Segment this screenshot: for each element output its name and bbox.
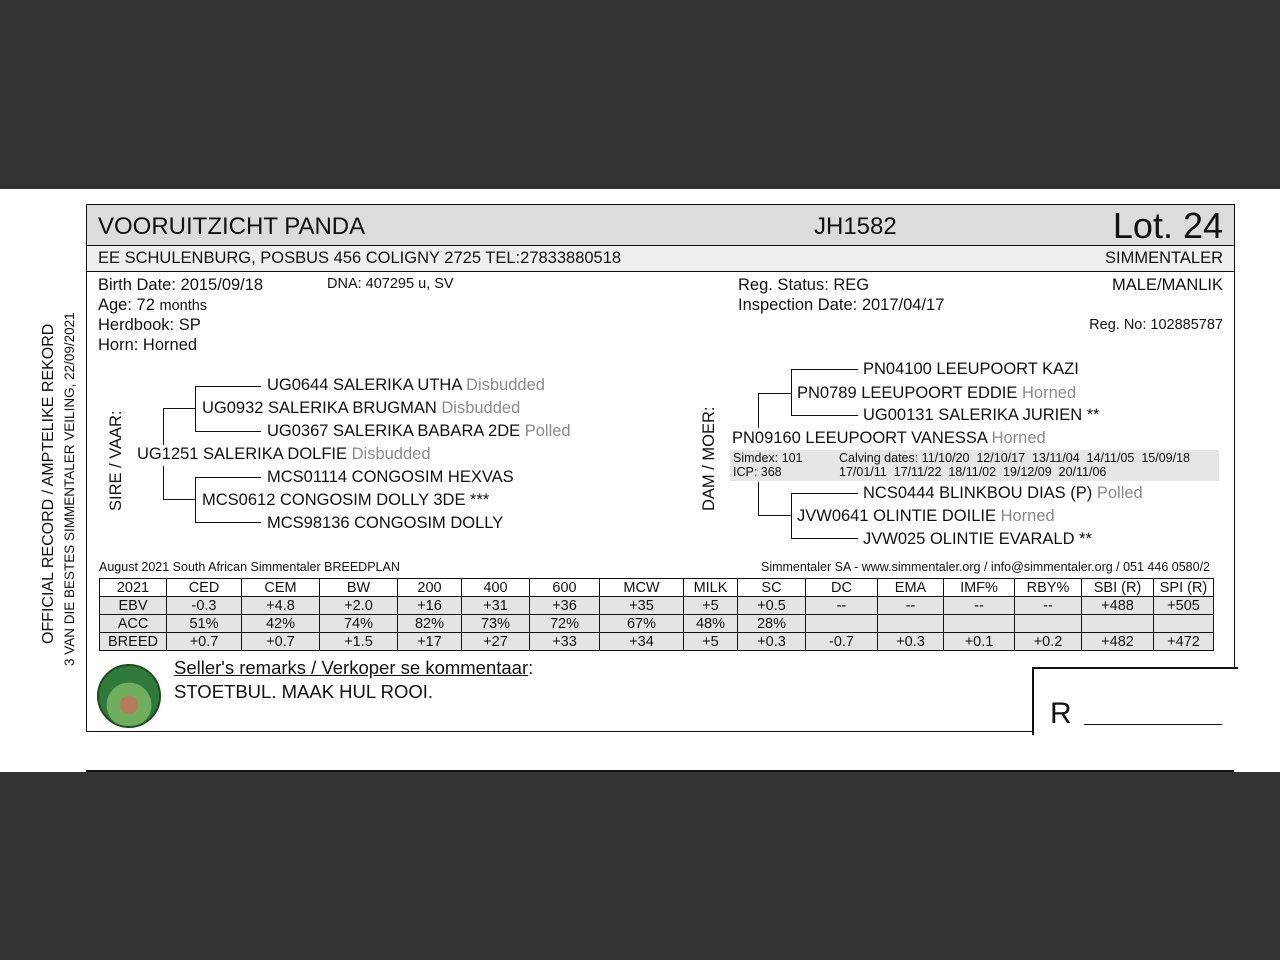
dam-connector <box>758 482 759 516</box>
bottom-rule <box>86 770 1234 772</box>
dam-gg4: JVW025 OLINTIE EVARALD ** <box>863 530 1092 548</box>
ebv-row-label: EBV <box>100 597 167 615</box>
ebv-cell: 28% <box>738 615 806 633</box>
ebv-cell: 67% <box>600 615 684 633</box>
dam-g2: JVW0641 OLINTIE DOILIE Horned <box>797 507 1055 525</box>
ebv-cell: +472 <box>1154 633 1214 651</box>
age <box>98 296 207 315</box>
sire-g2: MCS0612 CONGOSIM DOLLY 3DE *** <box>202 491 490 509</box>
sire-connector <box>195 477 196 523</box>
animal-name: VOORUITZICHT PANDA <box>98 213 366 240</box>
price-input[interactable] <box>1084 723 1222 725</box>
ebv-cell: BW <box>320 579 398 597</box>
ebv-cell: +0.3 <box>878 633 944 651</box>
ebv-cell: +27 <box>462 633 530 651</box>
sire-connector <box>195 477 261 478</box>
dam-connector <box>758 393 791 394</box>
birth-date: Birth Date: 2015/09/18 <box>98 276 264 294</box>
ebv-cell: 400 <box>462 579 530 597</box>
dam-connector <box>791 369 792 415</box>
ebv-cell: 73% <box>462 615 530 633</box>
calving-box <box>730 450 1219 481</box>
ebv-cell <box>1082 615 1154 633</box>
reg-status: Reg. Status: REG <box>738 276 870 294</box>
icp: ICP: 368 <box>733 465 782 479</box>
sire-connector <box>163 466 164 500</box>
ebv-cell: +4.8 <box>242 597 320 615</box>
remarks-text: STOETBUL. MAAK HUL ROOI. <box>174 681 434 702</box>
simdex: Simdex: 101 <box>733 451 803 465</box>
ebv-cell <box>806 615 878 633</box>
ebv-cell: 200 <box>398 579 462 597</box>
ebv-cell: RBY% <box>1015 579 1082 597</box>
ebv-cell: +0.1 <box>944 633 1015 651</box>
age-unit: months <box>159 298 208 314</box>
ebv-cell: EMA <box>878 579 944 597</box>
sire-connector <box>163 499 195 500</box>
auction-info-label: 3 VAN DIE BESTES SIMMENTALER VEILING, 22/09/2021 <box>62 312 77 666</box>
ebv-cell: SBI (R) <box>1082 579 1154 597</box>
sire-gg1: UG0644 SALERIKA UTHA Disbudded <box>267 376 545 394</box>
ebv-cell: -- <box>878 597 944 615</box>
sire-gg2: UG0367 SALERIKA BABARA 2DE Polled <box>267 422 571 440</box>
herdbook: Herdbook: SP <box>98 316 201 334</box>
ebv-cell: +16 <box>398 597 462 615</box>
ebv-cell: +5 <box>684 633 738 651</box>
ebv-cell: -- <box>806 597 878 615</box>
dam-g1: PN0789 LEEUPOORT EDDIE Horned <box>797 384 1077 402</box>
breed-name: SIMMENTALER <box>1105 249 1223 267</box>
calving-dates-1: Calving dates: 11/10/20 12/10/17 13/11/04 14/11/05 15/09/18 <box>839 451 1190 465</box>
ebv-cell: SC <box>738 579 806 597</box>
ebv-cell: +5 <box>684 597 738 615</box>
dam-connector <box>758 515 791 516</box>
ebv-cell: -0.7 <box>806 633 878 651</box>
dam-connector <box>791 369 858 370</box>
animal-code: JH1582 <box>814 213 897 240</box>
dam-connector <box>758 393 759 428</box>
ebv-cell: +31 <box>462 597 530 615</box>
ebv-row-label: BREED <box>100 633 167 651</box>
dam-connector <box>791 493 858 494</box>
ebv-cell: +36 <box>530 597 600 615</box>
ebv-cell: +2.0 <box>320 597 398 615</box>
sire-g1: UG0932 SALERIKA BRUGMAN Disbudded <box>202 399 521 417</box>
sire-connector <box>195 386 196 432</box>
owner-bar <box>87 246 1234 272</box>
ebv-cell: +0.3 <box>738 633 806 651</box>
ebv-cell: DC <box>806 579 878 597</box>
ebv-cell: CEM <box>242 579 320 597</box>
calving-dates-2: 17/01/11 17/11/22 18/11/02 19/12/09 20/11/06 <box>839 465 1107 479</box>
lot-card <box>86 204 1235 732</box>
ebv-cell: -- <box>1015 597 1082 615</box>
dam-gg1: PN04100 LEEUPOORT KAZI <box>863 360 1079 378</box>
ebv-cell: SPI (R) <box>1154 579 1214 597</box>
ebv-row-label: 2021 <box>100 579 167 597</box>
dam-connector <box>791 415 858 416</box>
age-value: Age: 72 <box>98 296 155 314</box>
ebv-cell: +0.7 <box>242 633 320 651</box>
ebv-cell: MILK <box>684 579 738 597</box>
lot-number: Lot. 24 <box>1112 205 1223 246</box>
dam-label: DAM / MOER: <box>700 406 718 511</box>
sex: MALE/MANLIK <box>1112 276 1223 294</box>
sire-parent: UG1251 SALERIKA DOLFIE Disbudded <box>137 445 431 463</box>
dam-gg3: NCS0444 BLINKBOU DIAS (P) Polled <box>863 484 1143 502</box>
sire-gg3: MCS01114 CONGOSIM HEXVAS <box>267 468 514 486</box>
ebv-cell <box>1154 615 1214 633</box>
ebv-row-breed <box>100 633 1214 651</box>
sire-connector <box>195 386 261 387</box>
ebv-cell: 48% <box>684 615 738 633</box>
ebv-cell: 72% <box>530 615 600 633</box>
owner-details: EE SCHULENBURG, POSBUS 456 COLIGNY 2725 TEL:27833880518 <box>98 249 622 267</box>
ebv-cell: MCW <box>600 579 684 597</box>
dam-parent: PN09160 LEEUPOORT VANESSA Horned <box>732 429 1046 447</box>
price-box <box>1032 667 1238 735</box>
ebv-cell: CED <box>167 579 242 597</box>
dna-info: DNA: 407295 u, SV <box>327 276 454 292</box>
ebv-cell: 82% <box>398 615 462 633</box>
ebv-cell <box>878 615 944 633</box>
ebv-row-acc <box>100 615 1214 633</box>
ebv-cell: +34 <box>600 633 684 651</box>
ebv-cell <box>1015 615 1082 633</box>
ebv-cell: +482 <box>1082 633 1154 651</box>
sire-label: SIRE / VAAR: <box>107 410 125 511</box>
sire-connector <box>195 522 261 523</box>
ebv-cell <box>944 615 1015 633</box>
ebv-cell: 74% <box>320 615 398 633</box>
sire-gg4: MCS98136 CONGOSIM DOLLY <box>267 514 504 532</box>
ebv-cell: +0.7 <box>167 633 242 651</box>
ebv-cell: +35 <box>600 597 684 615</box>
ebv-cell: 42% <box>242 615 320 633</box>
ebv-cell: +17 <box>398 633 462 651</box>
horn-status: Horn: Horned <box>98 336 198 354</box>
ebv-cell: IMF% <box>944 579 1015 597</box>
ebv-cell: +505 <box>1154 597 1214 615</box>
ebv-cell: +0.2 <box>1015 633 1082 651</box>
reg-number: Reg. No: 102885787 <box>1089 317 1223 333</box>
sire-connector <box>163 408 195 409</box>
ebv-cell: +33 <box>530 633 600 651</box>
ebv-cell: +488 <box>1082 597 1154 615</box>
ebv-table <box>99 578 1214 651</box>
ebv-cell: +1.5 <box>320 633 398 651</box>
price-currency: R <box>1050 697 1072 730</box>
sire-connector <box>195 431 261 432</box>
ebv-cell: -- <box>944 597 1015 615</box>
ebv-header-row <box>100 579 1214 597</box>
catalog-sheet <box>0 189 1280 772</box>
dam-connector <box>791 538 858 539</box>
breedplan-source: August 2021 South African Simmentaler BREEDPLAN <box>99 560 400 574</box>
dam-gg2: UG00131 SALERIKA JURIEN ** <box>863 406 1100 424</box>
breedplan-contact: Simmentaler SA - www.simmentaler.org / info@simmentaler.org / 051 446 0580/2 <box>760 560 1210 574</box>
breed-logo <box>97 664 161 728</box>
dam-connector <box>791 493 792 539</box>
title-bar <box>87 205 1234 246</box>
ebv-row-ebv <box>100 597 1214 615</box>
sire-connector <box>163 408 164 445</box>
ebv-cell: -0.3 <box>167 597 242 615</box>
official-record-label: OFFICIAL RECORD / AMPTELIKE REKORD <box>40 323 57 644</box>
ebv-cell: 51% <box>167 615 242 633</box>
inspection-date: Inspection Date: 2017/04/17 <box>738 296 945 314</box>
ebv-cell: 600 <box>530 579 600 597</box>
ebv-cell: +0.5 <box>738 597 806 615</box>
remarks-title: Seller's remarks / Verkoper se kommentaar: <box>174 657 534 678</box>
ebv-row-label: ACC <box>100 615 167 633</box>
